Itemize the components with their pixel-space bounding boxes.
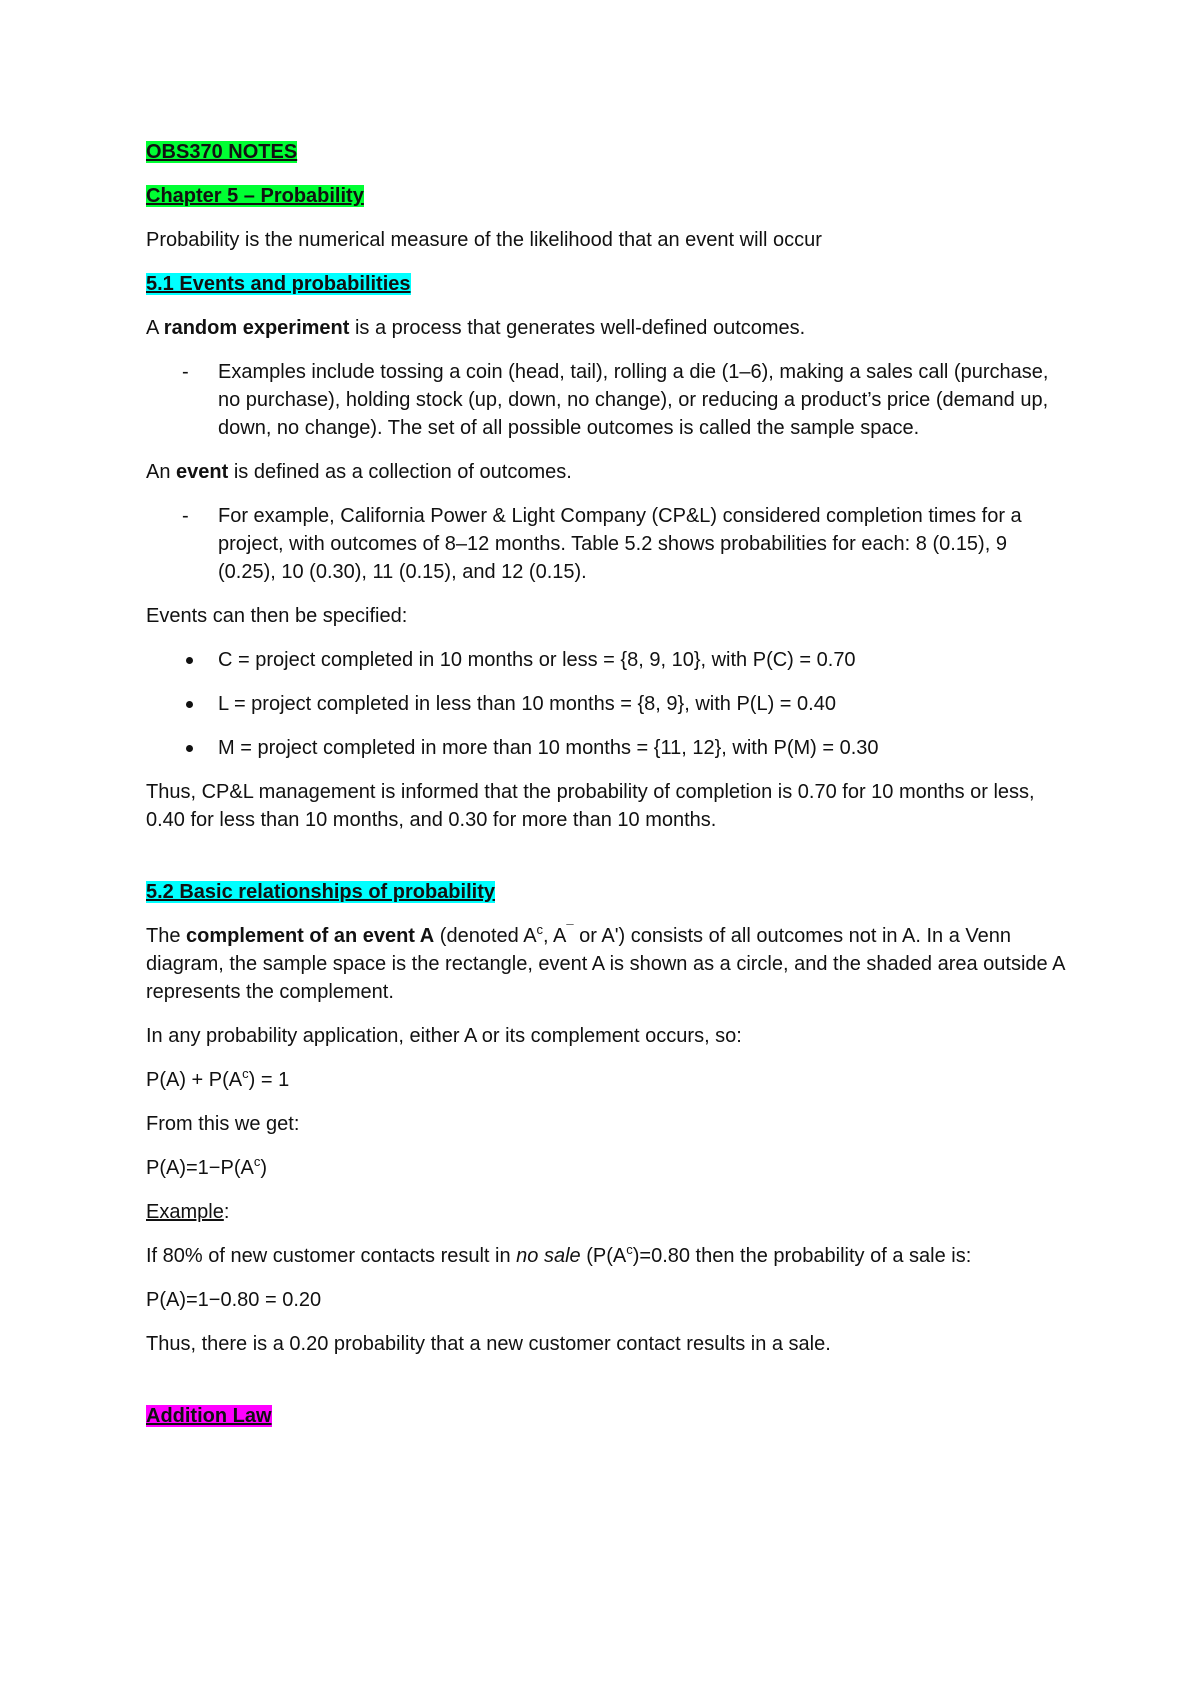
sup-c: c [626,1242,633,1257]
example-label-line [146,1198,1066,1226]
comp-a: (denoted A [434,925,537,947]
dash-marker: - [182,505,189,527]
comp-c: or A') consists of all outcomes not in A. In a Venn diagram, the sample space is the rectangle, event A is shown as a circle, and the shaded area outside A represents the complement. [146,925,1065,1003]
eq2-b: ) [260,1157,267,1179]
summary-paragraph: Thus, CP&L management is informed that the probability of completion is 0.70 for 10 months or less, 0.40 for less than 10 months, and 0.30 for more than 10 months. [146,781,1035,831]
re-definition: is a process that generates well-defined outcomes. [349,317,806,339]
ex-italic: no sale [516,1245,581,1267]
equation-2 [146,1154,1066,1182]
sup-c: c [536,922,544,937]
document-page [146,138,1066,1430]
examples-dash-item [146,358,1066,442]
eq1-b: ) = 1 [248,1069,290,1091]
sup-bar: ¯ [566,922,574,937]
dash-marker: - [182,361,189,383]
section-5-1-heading-text: 5.1 Events and probabilities [146,273,411,295]
bullet-dot [186,701,193,708]
bullet-item [146,734,1066,762]
examples-text: Examples include tossing a coin (head, tail), rolling a die (1–6), making a sales call (purchase, no purchase), holding stock (up, down, no change), or reducing a product’s price (demand up, down, no change). The set of all possible outcomes is called the sample space. [218,361,1049,439]
event-paragraph [146,458,1066,486]
ev-definition: is defined as a collection of outcomes. [228,461,572,483]
addition-law-heading-text: Addition Law [146,1405,272,1427]
comp-b: , A [543,925,567,947]
bullet-dot [186,745,193,752]
sup-c: c [242,1066,249,1081]
cpl-text: For example, California Power & Light Company (CP&L) considered completion times for a project, with outcomes of 8–12 months. Table 5.2 shows probabilities for each: 8 (0.15), 9 (0.25), 10 (0.30), 11 (0.15), and 12 (0.15). [218,505,1022,583]
re-term: random experiment [163,317,350,339]
section-5-1-heading [146,270,1066,298]
equation-1 [146,1066,1066,1094]
conclusion-paragraph: Thus, there is a 0.20 probability that a new customer contact results in a sale. [146,1333,831,1355]
cpl-dash-item [146,502,1066,586]
ev-prefix: An [146,461,177,483]
doc-title [146,138,1066,166]
intro-paragraph: Probability is the numerical measure of the likelihood that an event will occur [146,229,822,251]
ex-c: )=0.80 then the probability of a sale is: [632,1245,972,1267]
random-experiment-paragraph [146,314,1066,342]
comp-the: The [146,925,187,947]
ex-a: If 80% of new customer contacts result in [146,1245,517,1267]
doc-title-text: OBS370 NOTES [146,141,298,163]
addition-law-heading [146,1402,1066,1430]
complement-paragraph [146,922,1066,1006]
bullet-text: M = project completed in more than 10 months = {11, 12}, with P(M) = 0.30 [218,737,879,759]
bullet-item [146,646,1066,674]
comp-term: complement of an event A [186,925,435,947]
chapter-heading-text: Chapter 5 – Probability [146,185,364,207]
example-colon: : [223,1201,230,1223]
section-5-2-heading-text: 5.2 Basic relationships of probability [146,881,495,903]
example-paragraph [146,1242,1066,1270]
ev-term: event [176,461,229,483]
sup-c: c [253,1154,261,1169]
section-5-2-heading [146,878,1066,906]
bullet-text: C = project completed in 10 months or less = {8, 9, 10}, with P(C) = 0.70 [218,649,856,671]
events-intro: Events can then be specified: [146,605,408,627]
eq1-a: P(A) + P(A [146,1069,243,1091]
re-prefix: A [146,317,164,339]
any-application-paragraph: In any probability application, either A or its complement occurs, so: [146,1025,742,1047]
eq2-a: P(A)=1−P(A [146,1157,254,1179]
bullet-dot [186,657,193,664]
equation-3: P(A)=1−0.80 = 0.20 [146,1289,322,1311]
bullet-text: L = project completed in less than 10 months = {8, 9}, with P(L) = 0.40 [218,693,836,715]
ex-b: (P(A [580,1245,627,1267]
chapter-heading [146,182,1066,210]
bullet-item [146,690,1066,718]
from-this-paragraph: From this we get: [146,1113,300,1135]
example-label: Example [146,1201,224,1223]
